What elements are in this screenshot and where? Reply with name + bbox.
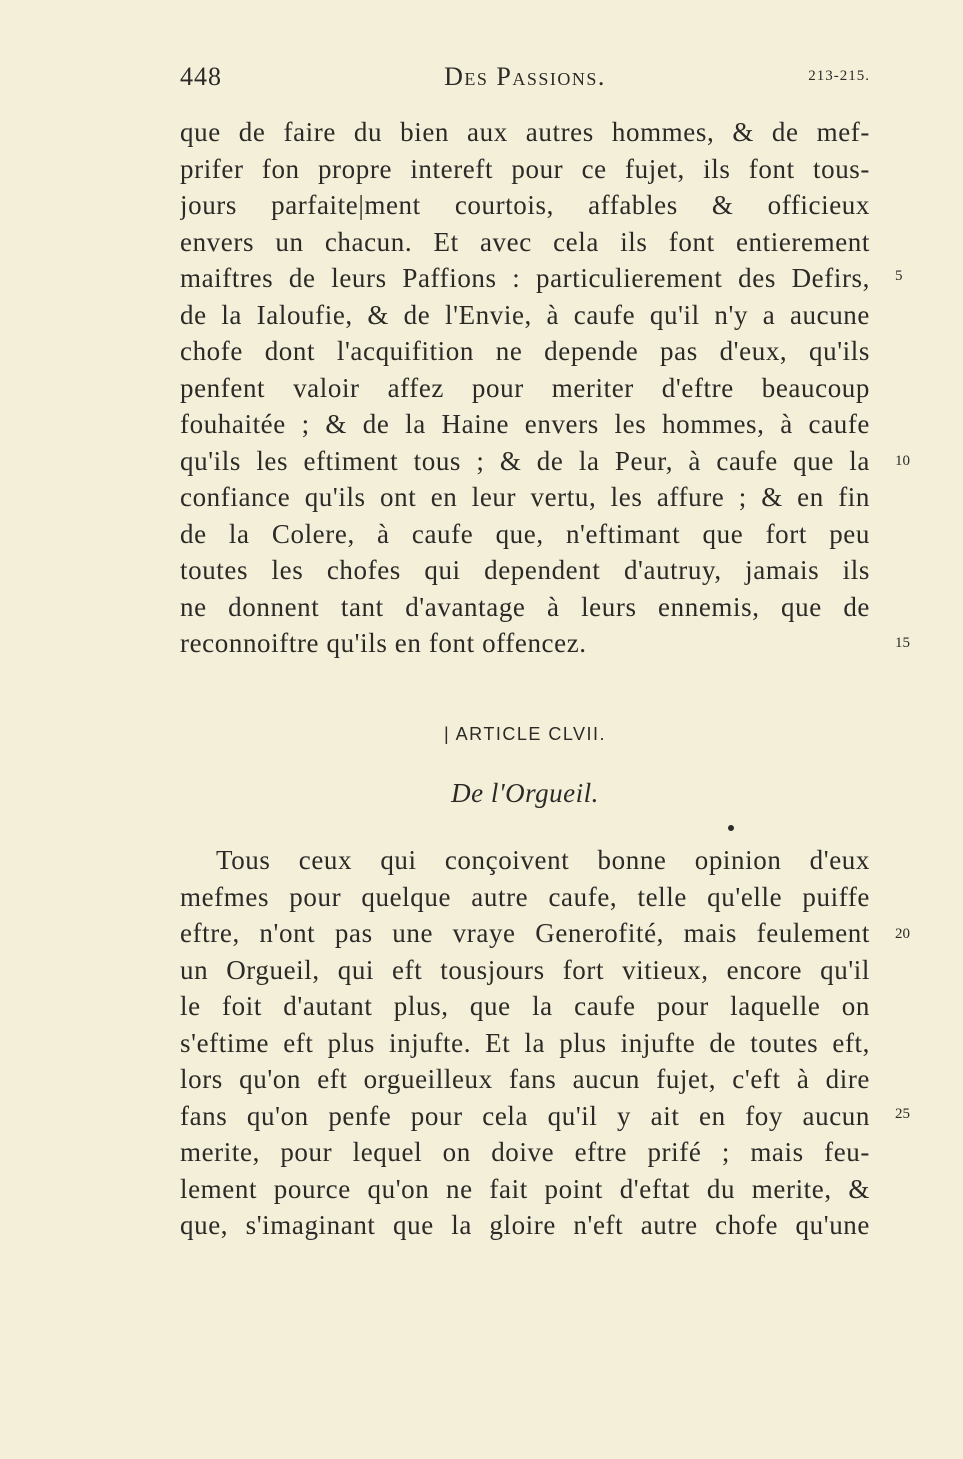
text-line: s'eftime eft plus injufte. Et la plus injufte de toutes eft, [180,1027,870,1058]
text-line: prifer fon propre intereft pour ce fujet, ils font tous- [180,153,870,184]
line-number-5: 5 [895,268,903,284]
reference-range: 213-215. [808,68,870,84]
text-line: merite, pour lequel on doive eftre prifé ; mais feu- [180,1137,870,1167]
text-line: fans qu'on penfe pour cela qu'il y ait en foy aucun [180,1100,870,1131]
paragraph-two [180,842,870,1244]
text-line: lors qu'on eft orgueilleux fans aucun fujet, c'eft à dire [180,1064,870,1094]
text-line: penfent valoir affez pour meriter d'eftre beaucoup [180,372,870,403]
text-line: Tous ceux qui conçoivent bonne opinion d'eux [216,845,870,875]
text-line: fouhaitée ; & de la Haine envers les hommes, à caufe [180,409,870,439]
text-line: chofe dont l'acquifition ne depende pas d'eux, qu'ils [180,336,870,366]
text-line: toutes les chofes qui dependent d'autruy, jamais ils [180,555,870,585]
text-line: que, s'imaginant que la gloire n'eft autre chofe qu'une [180,1210,870,1240]
text-line: de la Colere, à caufe que, n'eftimant que fort peu [180,518,870,549]
paragraph-one [180,114,870,662]
print-mark-dot [728,825,734,831]
text-line: que de faire du bien aux autres hommes, & de mef- [180,117,870,147]
text-line: eftre, n'ont pas une vraye Generofité, mais feulement [180,918,870,948]
text-line: lement pource qu'on ne fait point d'eftat du merite, & [180,1173,870,1204]
text-line: le foit d'autant plus, que la caufe pour laquelle on [180,991,870,1021]
text-line: mefmes pour quelque autre caufe, telle qu'elle puiffe [180,881,870,912]
text-line: maiftres de leurs Paffions : particulierement des Defirs, [180,263,870,293]
text-line: reconnoiftre qu'ils en font offencez. [180,628,587,658]
text-line: ne donnent tant d'avantage à leurs ennemis, que de [180,591,870,622]
running-title: Des Passions. [444,62,606,91]
article-subtitle: De l'Orgueil. [451,778,599,808]
text-line: confiance qu'ils ont en leur vertu, les affure ; & en fin [180,482,870,512]
text-line: de la Ialoufie, & de l'Envie, à caufe qu'il n'y a aucune [180,299,870,330]
line-number-15: 15 [895,635,910,651]
line-number-20: 20 [895,926,910,942]
line-number-25: 25 [895,1106,910,1122]
text-line: jours parfaite|ment courtois, affables & officieux [180,190,870,220]
article-heading: | ARTICLE CLVII. [443,724,607,744]
text-line: qu'ils les eftiment tous ; & de la Peur, à caufe que la [180,445,870,476]
text-line: envers un chacun. Et avec cela ils font entierement [180,226,870,257]
running-head [180,62,870,102]
line-number-10: 10 [895,453,910,469]
text-line: un Orgueil, qui eft tousjours fort vitieux, encore qu'il [180,954,870,985]
page-number: 448 [180,62,222,91]
